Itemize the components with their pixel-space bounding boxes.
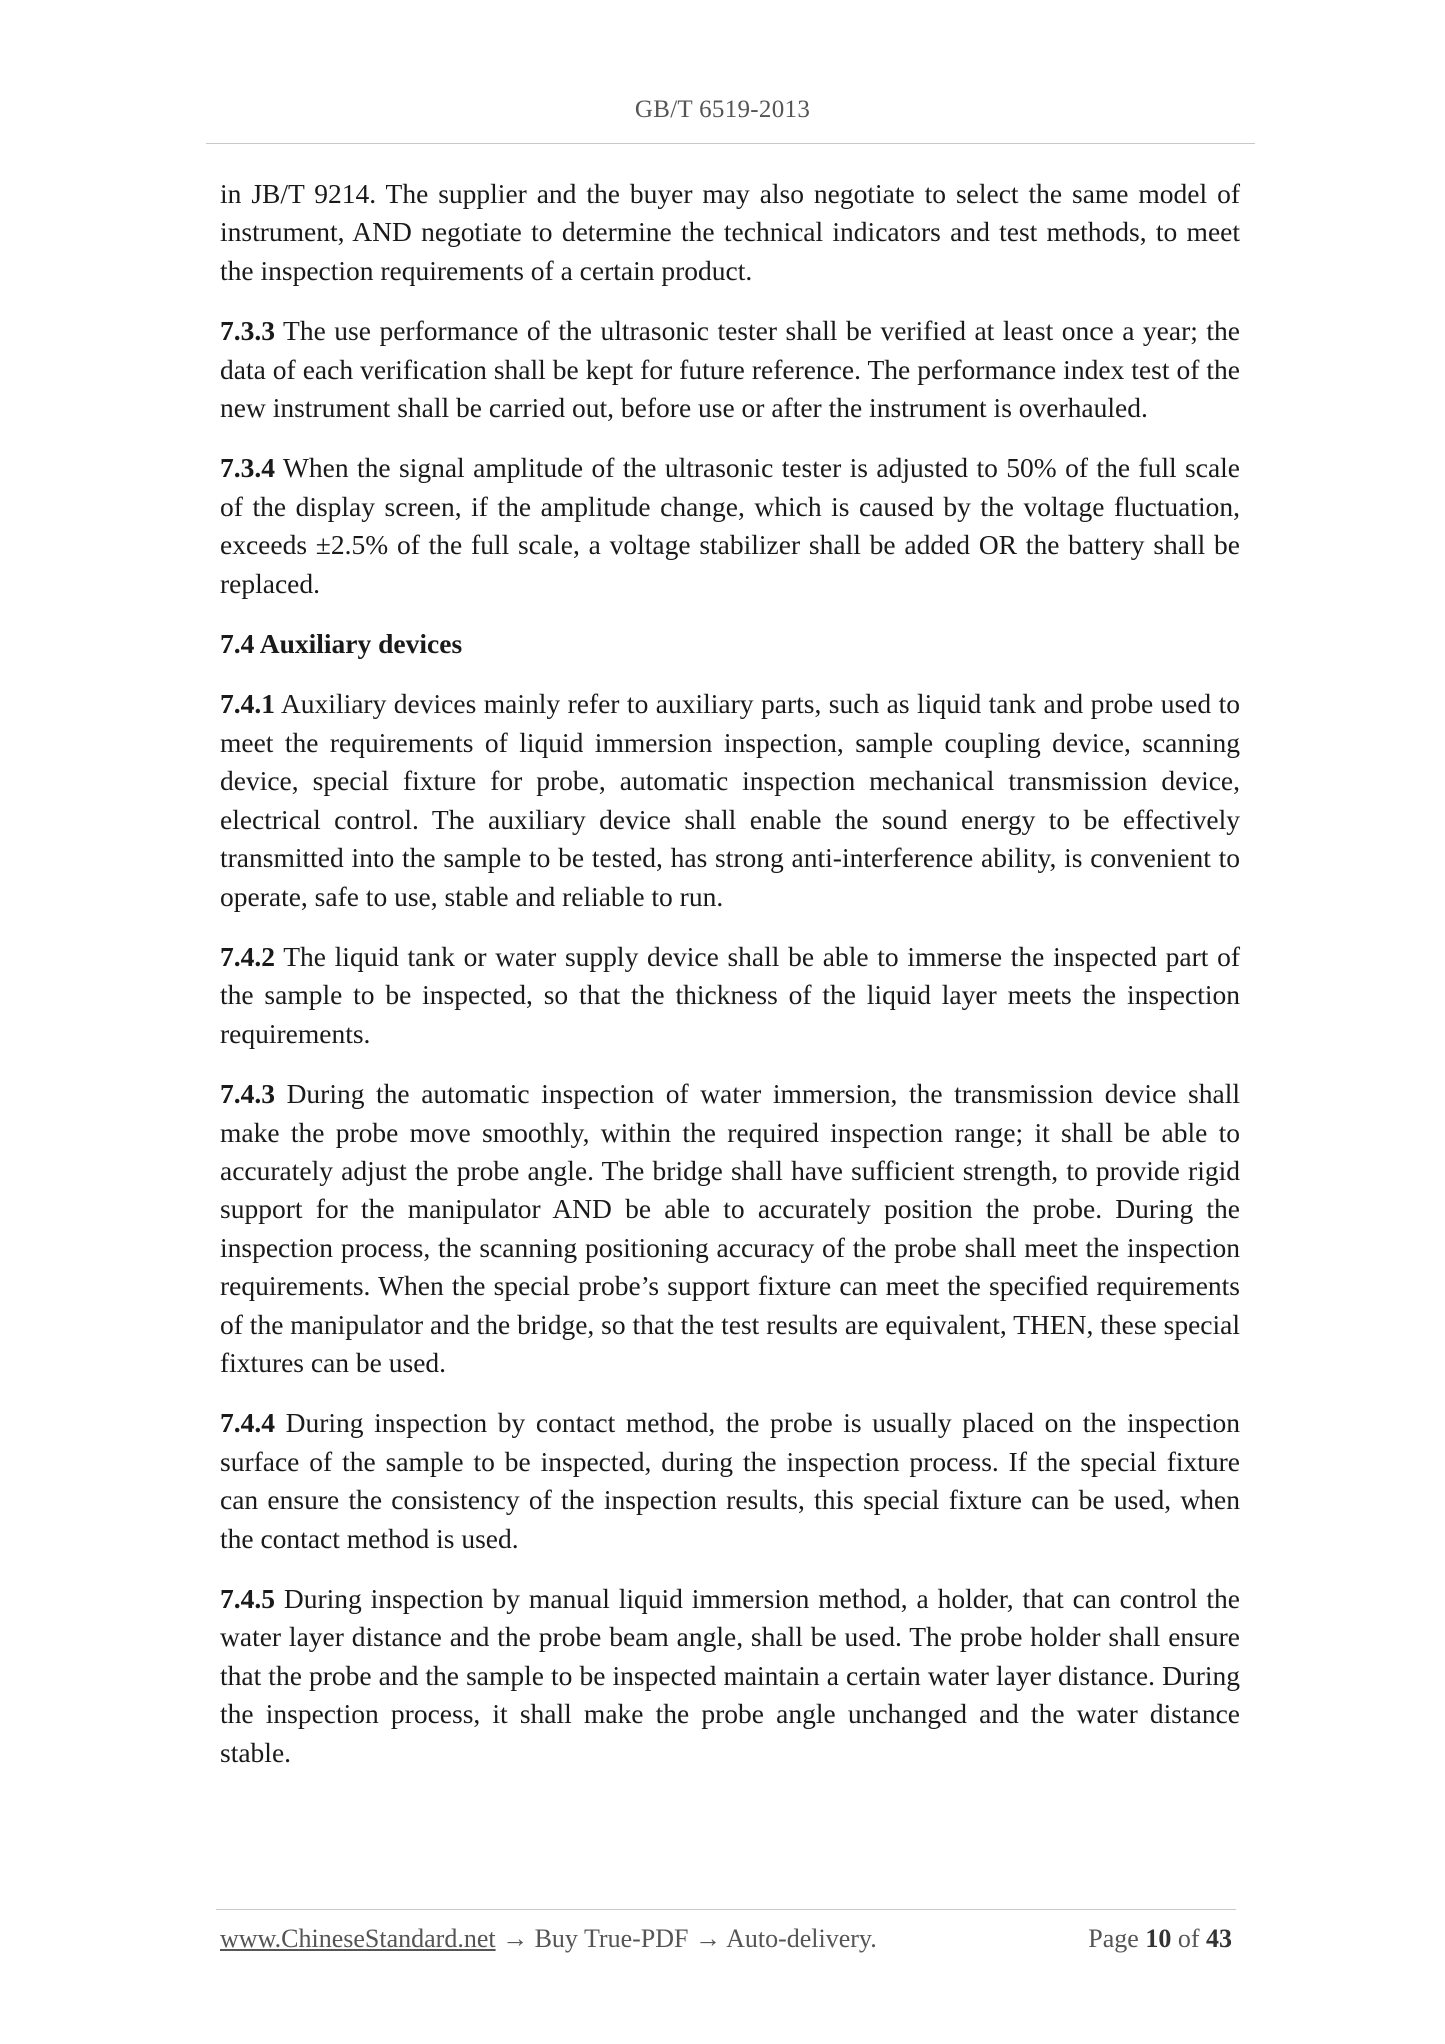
- clause-number: 7.3.3: [220, 315, 275, 347]
- clause-7-4-1: [220, 685, 1240, 915]
- standard-code: GB/T 6519-2013: [634, 96, 811, 123]
- paragraph-continuation: [220, 175, 1240, 290]
- clause-7-3-3: [220, 312, 1240, 427]
- page-current: 10: [1145, 1924, 1172, 1953]
- clause-number: 7.4.1: [220, 688, 275, 720]
- clause-number: 7.4.2: [220, 940, 275, 972]
- arrow-right-icon: →: [502, 1924, 529, 1953]
- buy-pdf-text: Buy True-PDF: [534, 1924, 689, 1953]
- clause-7-4-5: [220, 1580, 1240, 1772]
- of-label: of: [1177, 1924, 1200, 1953]
- document-body: [220, 175, 1240, 1794]
- paragraph-text: in JB/T 9214. The supplier and the buyer may also negotiate to select the same model of instrument, AND negotiate to determine the technical indicators and test methods, to meet the inspection requirements of a certain product.: [220, 178, 1240, 286]
- header-divider: [206, 143, 1255, 144]
- clause-7-4-3: [220, 1075, 1240, 1382]
- page-label: Page: [1088, 1924, 1139, 1953]
- page-number: [1088, 1924, 1232, 1954]
- footer-promo: [220, 1924, 877, 1954]
- clause-number: 7.3.4: [220, 452, 275, 484]
- clause-7-4-4: [220, 1404, 1240, 1558]
- clause-number: 7.4.5: [220, 1583, 275, 1614]
- page-header: [0, 96, 1445, 124]
- paragraph-text: Auxiliary devices mainly refer to auxiliary parts, such as liquid tank and probe used to meet the requirements of liquid immersion inspection, sample coupling device, scanning device, special fixture for probe, automatic inspection mechanical transmission device, electrical control. The auxiliary device shall enable the sound energy to be effectively transmitted into the sample to be tested, has strong anti-interference ability, is convenient to operate, safe to use, stable and reliable to run.: [220, 688, 1240, 912]
- paragraph-text: During inspection by contact method, the probe is usually placed on the inspection surface of the sample to be inspected, during the inspection process. If the special fixture can ensure the consistency of the inspection results, this special fixture can be used, when the contact method is used.: [220, 1407, 1240, 1554]
- clause-7-3-4: [220, 449, 1240, 603]
- footer-divider: [216, 1909, 1236, 1910]
- arrow-right-icon: →: [695, 1924, 721, 1953]
- paragraph-text: The liquid tank or water supply device shall be able to immerse the inspected part of the sample to be inspected, so that the thickness of the liquid layer meets the inspection requirements.: [220, 940, 1240, 1049]
- paragraph-text: During the automatic inspection of water immersion, the transmission device shall make the probe move smoothly, within the required inspection range; it shall be able to accurately adjust the probe angle. The bridge shall have sufficient strength, to provide rigid support for the manipulator AND be able to accurately position the probe. During the inspection process, the scanning positioning accuracy of the probe shall meet the inspection requirements. When the special probe’s support fixture can meet the specified requirements of the manipulator and the bridge, so that the test results are equivalent, THEN, these special fixtures can be used.: [220, 1078, 1240, 1378]
- page-total: 43: [1206, 1924, 1232, 1953]
- paragraph-text: When the signal amplitude of the ultrasonic tester is adjusted to 50% of the full scale of the display screen, if the amplitude change, which is caused by the voltage fluctuation, exceeds ±2.5% of the full scale, a voltage stabilizer shall be added OR the battery shall be replaced.: [220, 452, 1240, 599]
- clause-number: 7.4.3: [220, 1078, 275, 1110]
- clause-7-4-2: [220, 938, 1240, 1053]
- paragraph-text: The use performance of the ultrasonic tester shall be verified at least once a year; the data of each verification shall be kept for future reference. The performance index test of the new instrument shall be carried out, before use or after the instrument is overhauled.: [220, 315, 1240, 424]
- auto-delivery-text: Auto-delivery.: [726, 1924, 877, 1953]
- paragraph-text: During inspection by manual liquid immersion method, a holder, that can control the water layer distance and the probe beam angle, shall be used. The probe holder shall ensure that the probe and the sample to be inspected maintain a certain water layer distance. During the inspection process, it shall make the probe angle unchanged and the water distance stable.: [220, 1583, 1240, 1768]
- section-heading: 7.4 Auxiliary devices: [220, 628, 463, 660]
- website-link[interactable]: www.ChineseStandard.net: [220, 1924, 496, 1953]
- clause-number: 7.4.4: [220, 1407, 275, 1439]
